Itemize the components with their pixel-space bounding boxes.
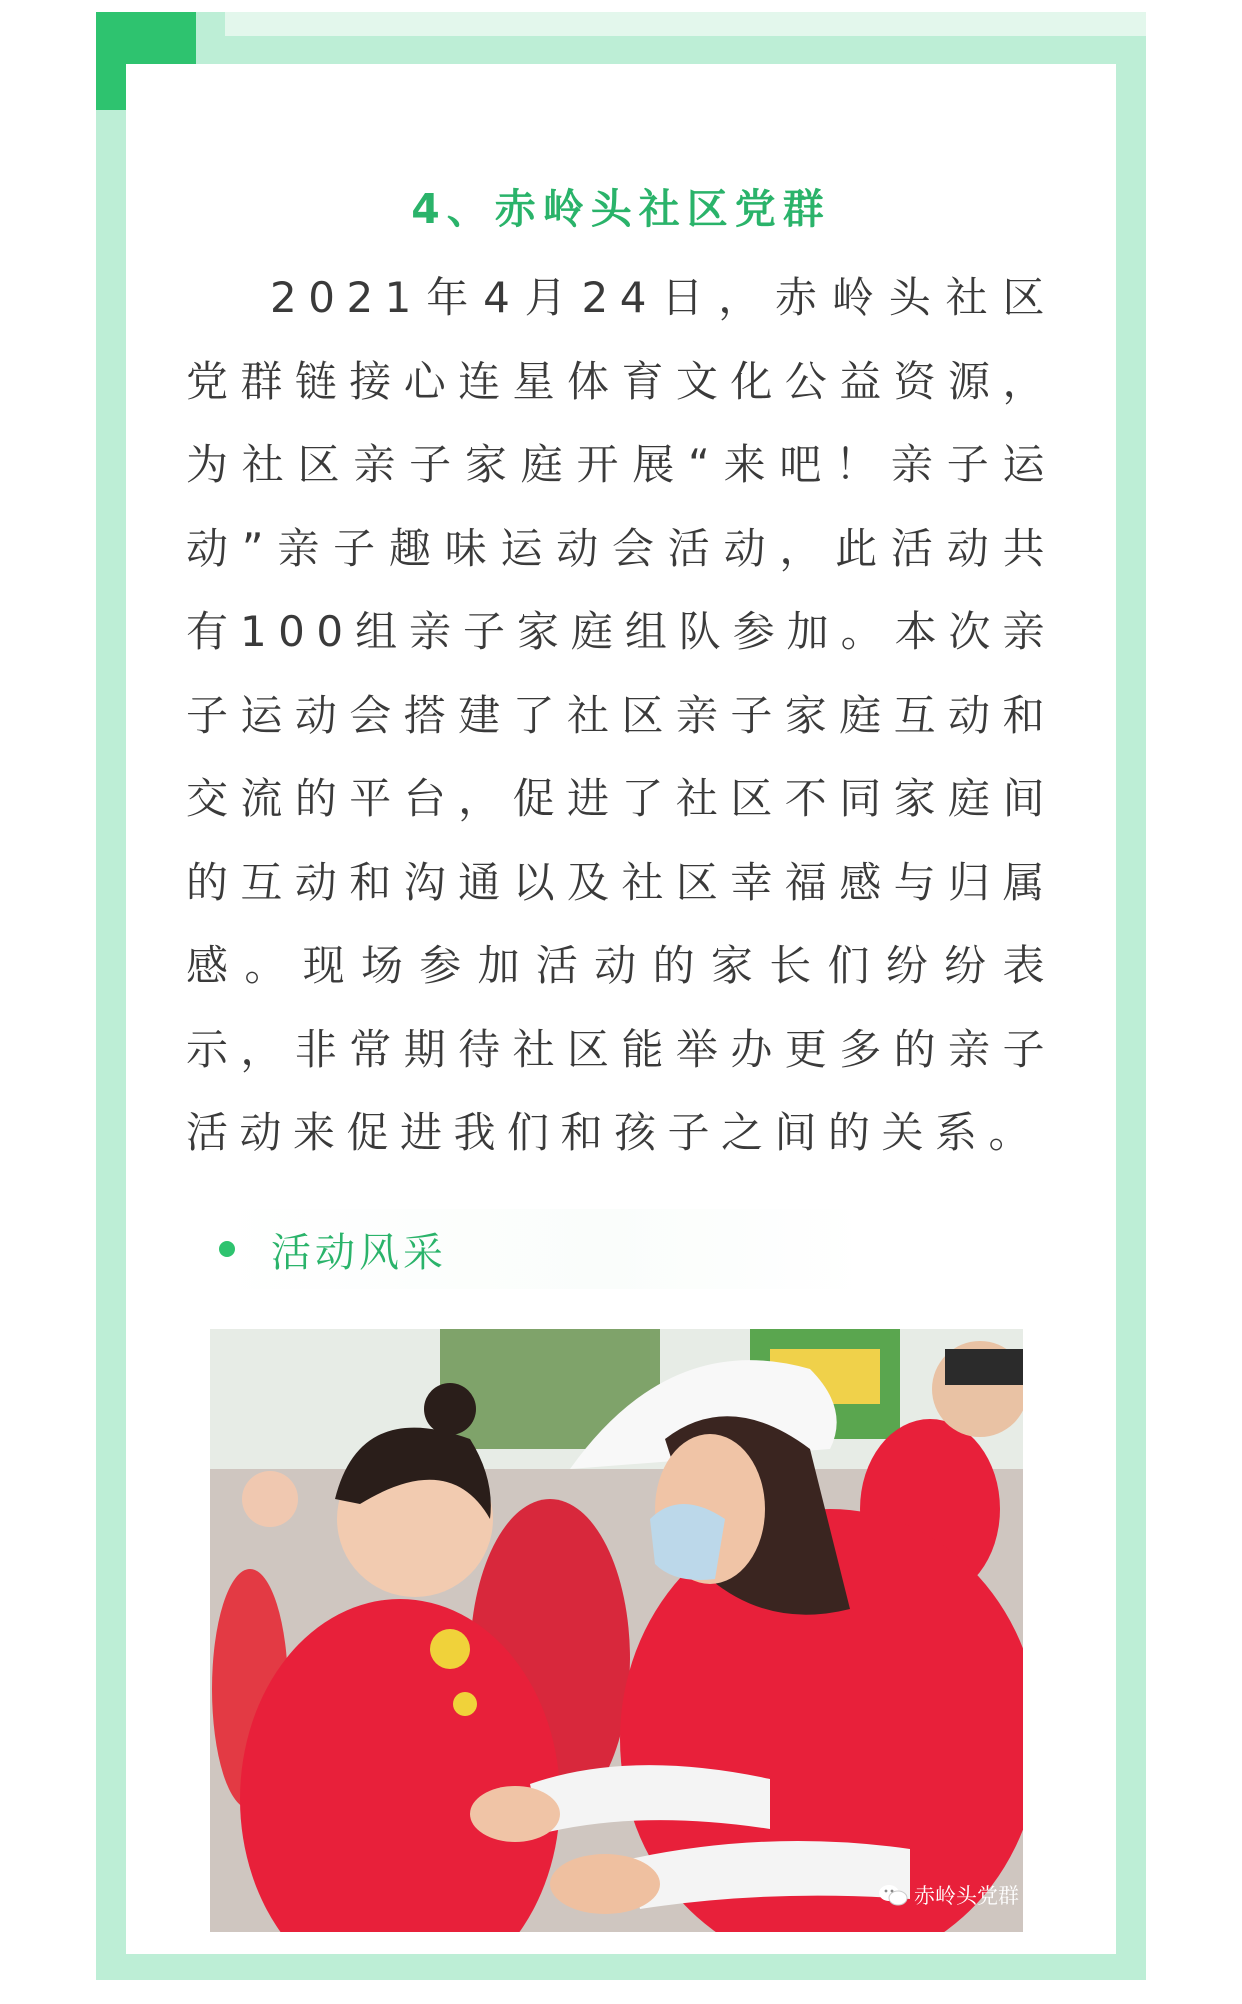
- watermark-text: 赤岭头党群: [914, 1884, 1019, 1908]
- photo-section-label: 活动风采: [271, 1229, 447, 1276]
- section-title: 4、赤岭头社区党群: [411, 185, 831, 233]
- content-card: [126, 64, 1116, 1954]
- activity-photo: [210, 1329, 1023, 1932]
- photo-section-heading: [216, 1209, 866, 1289]
- activity-photo-illustration: [210, 1329, 1023, 1932]
- wechat-icon: [878, 1883, 908, 1907]
- green-dot-icon: [219, 1241, 235, 1257]
- frame-top-strip: [225, 12, 1146, 36]
- photo-watermark: [878, 1880, 1019, 1910]
- article-paragraph: 2021年4月24日，赤岭头社区党群链接心连星体育文化公益资源，为社区亲子家庭开展“来吧！亲子运动”亲子趣味运动会活动，此活动共有100组亲子家庭组队参加。本次亲子运动会搭建了社区亲子家庭互动和交流的平台，促进了社区不同家庭间的互动和沟通以及社区幸福感与归属感。现场参加活动的家长们纷纷表示，非常期待社区能举办更多的亲子活动来促进我们和孩子之间的关系。: [186, 273, 1056, 1157]
